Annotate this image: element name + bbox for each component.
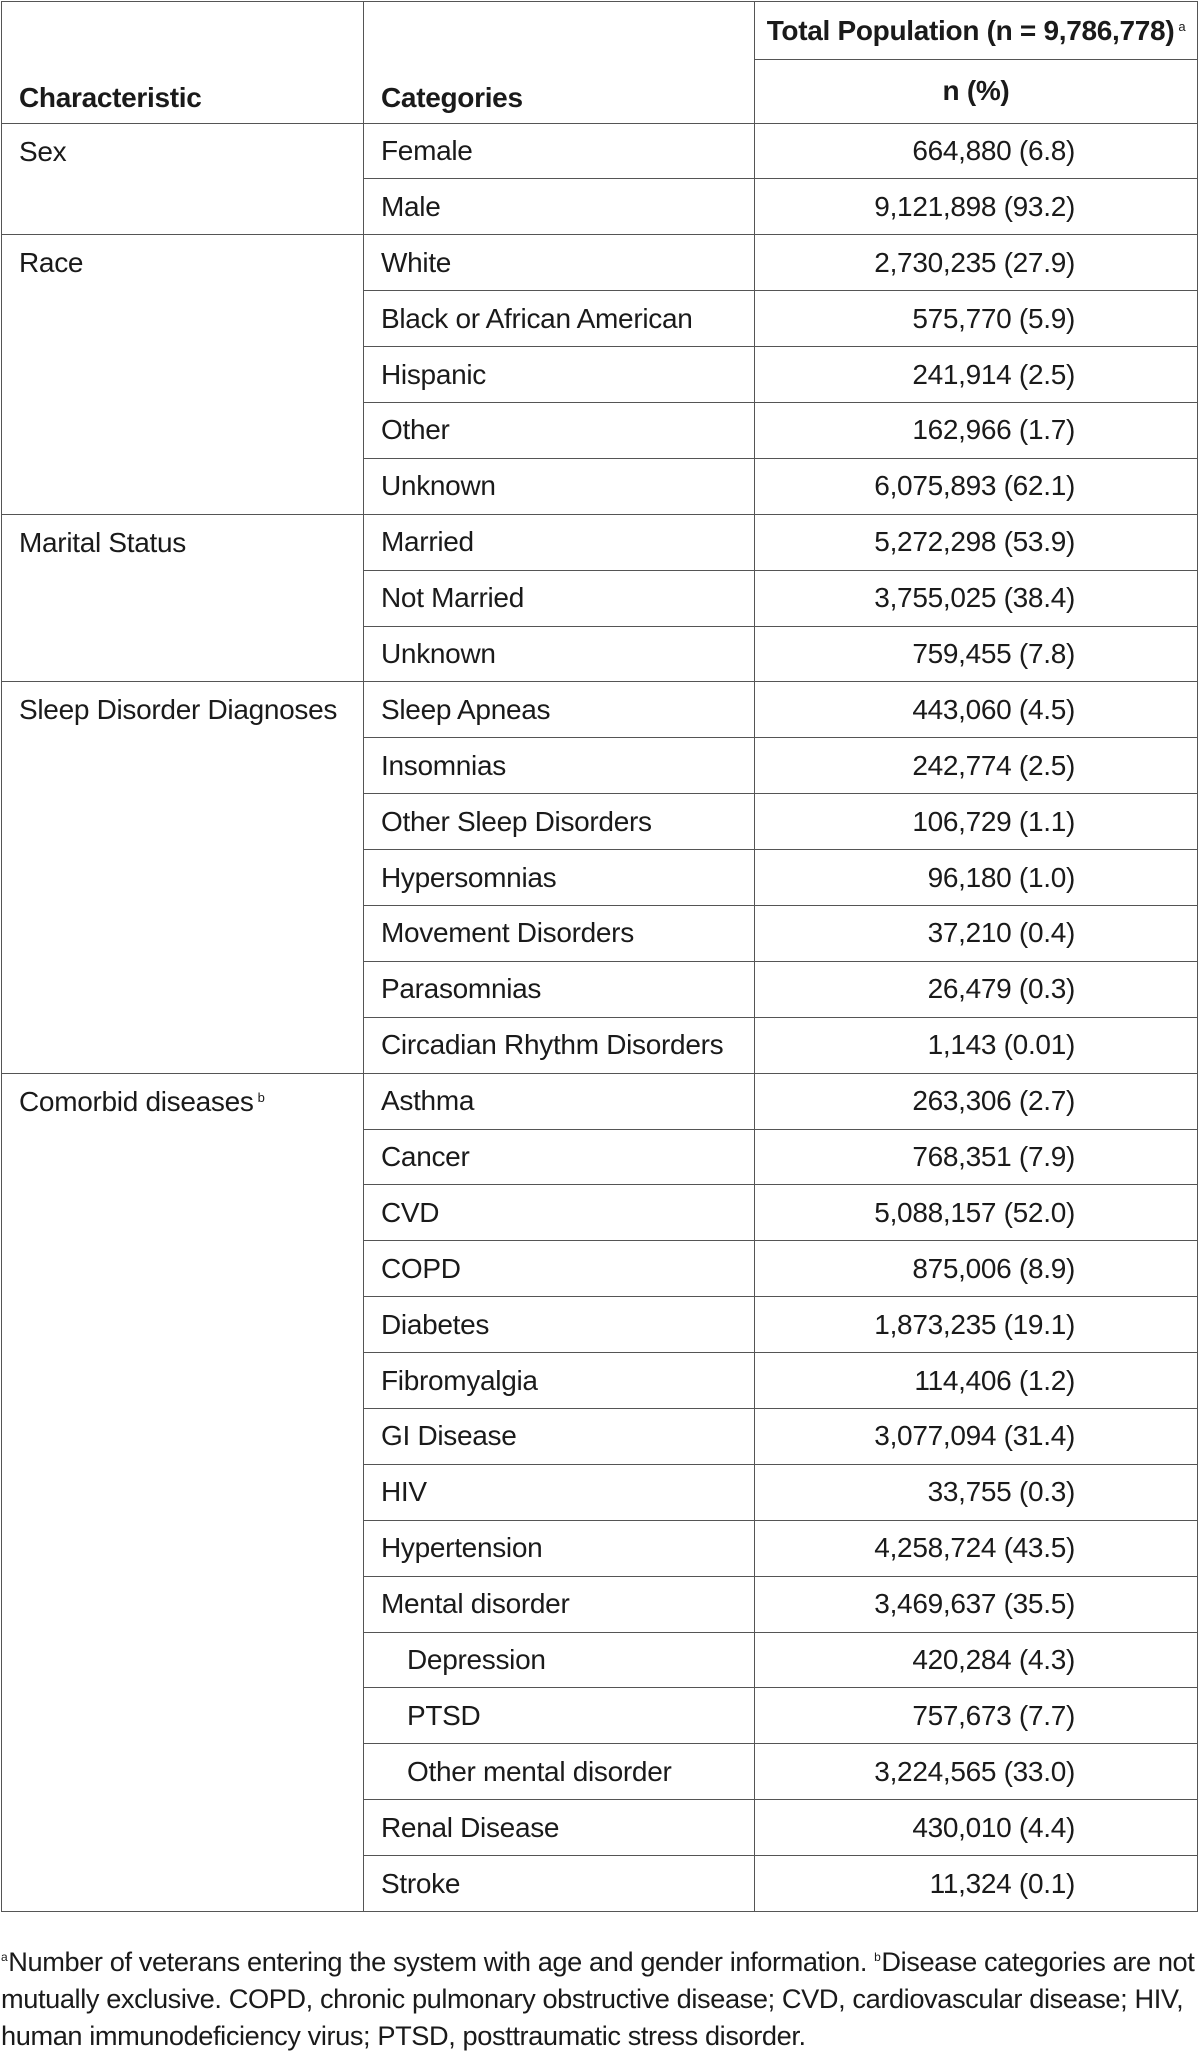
value-cell: 33,755 (0.3) [755,1464,1198,1520]
value-cell: 664,880 (6.8) [755,123,1198,179]
header-row-1 [2,2,1198,60]
category-cell: Unknown [364,626,755,682]
characteristic-footnote-marker: b [257,1089,265,1105]
value-cell: 263,306 (2.7) [755,1073,1198,1129]
footnote-a-text: Number of veterans entering the system with age and gender information. [8,1946,867,1977]
total-population-footnote-marker: a [1178,18,1186,34]
footnote-a-marker: a [1,1950,8,1964]
category-cell: Parasomnias [364,961,755,1017]
header-row-2 [2,60,1198,124]
category-cell: Unknown [364,458,755,514]
category-cell: Renal Disease [364,1800,755,1856]
total-population-label: Total Population (n = 9,786,778) [766,14,1175,46]
header-blank-categories [364,2,755,60]
category-cell: Married [364,514,755,570]
value-cell: 1,873,235 (19.1) [755,1297,1198,1353]
characteristic-label: Sleep Disorder Diagnoses [19,694,338,726]
value-cell: 9,121,898 (93.2) [755,179,1198,235]
category-cell: Hispanic [364,347,755,403]
characteristic-label: Sex [19,135,67,167]
value-cell: 420,284 (4.3) [755,1632,1198,1688]
category-cell: Depression [364,1632,755,1688]
value-cell: 26,479 (0.3) [755,961,1198,1017]
categories-header: Categories [364,60,755,124]
value-cell: 4,258,724 (43.5) [755,1520,1198,1576]
category-cell: Fibromyalgia [364,1353,755,1409]
category-cell: Other [364,402,755,458]
characteristic-label: Marital Status [19,526,186,558]
table-footnote [1,1939,1197,2054]
value-cell: 575,770 (5.9) [755,291,1198,347]
value-cell: 757,673 (7.7) [755,1688,1198,1744]
category-cell: PTSD [364,1688,755,1744]
value-cell: 5,088,157 (52.0) [755,1185,1198,1241]
category-cell: COPD [364,1241,755,1297]
category-cell: Other mental disorder [364,1744,755,1800]
category-cell: CVD [364,1185,755,1241]
value-cell: 2,730,235 (27.9) [755,235,1198,291]
characteristic-cell [2,123,364,235]
value-cell: 37,210 (0.4) [755,905,1198,961]
footnote-b-marker: b [874,1950,881,1964]
value-cell: 106,729 (1.1) [755,794,1198,850]
value-cell: 5,272,298 (53.9) [755,514,1198,570]
category-cell: White [364,235,755,291]
table-row [2,235,1198,291]
value-cell: 241,914 (2.5) [755,347,1198,403]
characteristic-header: Characteristic [2,60,364,124]
demographics-table [1,1,1198,1912]
category-cell: Asthma [364,1073,755,1129]
category-cell: HIV [364,1464,755,1520]
value-cell: 11,324 (0.1) [755,1856,1198,1912]
category-cell: Diabetes [364,1297,755,1353]
category-cell: Hypertension [364,1520,755,1576]
category-cell: Other Sleep Disorders [364,794,755,850]
characteristic-label: Race [19,247,84,279]
header-blank-characteristic [2,2,364,60]
characteristic-cell [2,1073,364,1911]
category-cell: Circadian Rhythm Disorders [364,1017,755,1073]
value-cell: 3,469,637 (35.5) [755,1576,1198,1632]
table-row [2,123,1198,179]
value-cell: 114,406 (1.2) [755,1353,1198,1409]
table-row [2,1073,1198,1129]
category-cell: Movement Disorders [364,905,755,961]
value-cell: 443,060 (4.5) [755,682,1198,738]
table-row [2,682,1198,738]
value-cell: 96,180 (1.0) [755,850,1198,906]
table-row [2,514,1198,570]
category-cell: GI Disease [364,1408,755,1464]
value-cell: 875,006 (8.9) [755,1241,1198,1297]
category-cell: Sleep Apneas [364,682,755,738]
category-cell: Insomnias [364,738,755,794]
value-cell: 759,455 (7.8) [755,626,1198,682]
characteristic-cell [2,235,364,514]
category-cell: Male [364,179,755,235]
category-cell: Cancer [364,1129,755,1185]
value-cell: 162,966 (1.7) [755,402,1198,458]
characteristic-cell [2,682,364,1073]
table-body [2,123,1198,1912]
characteristic-cell [2,514,364,682]
value-cell: 768,351 (7.9) [755,1129,1198,1185]
value-cell: 242,774 (2.5) [755,738,1198,794]
n-percent-header: n (%) [755,60,1198,124]
value-cell: 6,075,893 (62.1) [755,458,1198,514]
value-cell: 3,755,025 (38.4) [755,570,1198,626]
characteristic-label: Comorbid diseases [19,1085,254,1117]
category-cell: Stroke [364,1856,755,1912]
category-cell: Mental disorder [364,1576,755,1632]
category-cell: Hypersomnias [364,850,755,906]
value-cell: 3,224,565 (33.0) [755,1744,1198,1800]
total-population-header [755,2,1198,60]
category-cell: Black or African American [364,291,755,347]
value-cell: 430,010 (4.4) [755,1800,1198,1856]
table-header [2,2,1198,124]
footnote-b-text: Disease categories are not mutually exclusive. COPD, chronic pulmonary obstructive disease; CVD, cardiovascular disease; HIV, human immunodeficiency virus; PTSD, posttraumatic stress disorder. [1,1946,1195,2051]
value-cell: 3,077,094 (31.4) [755,1408,1198,1464]
category-cell: Female [364,123,755,179]
value-cell: 1,143 (0.01) [755,1017,1198,1073]
category-cell: Not Married [364,570,755,626]
